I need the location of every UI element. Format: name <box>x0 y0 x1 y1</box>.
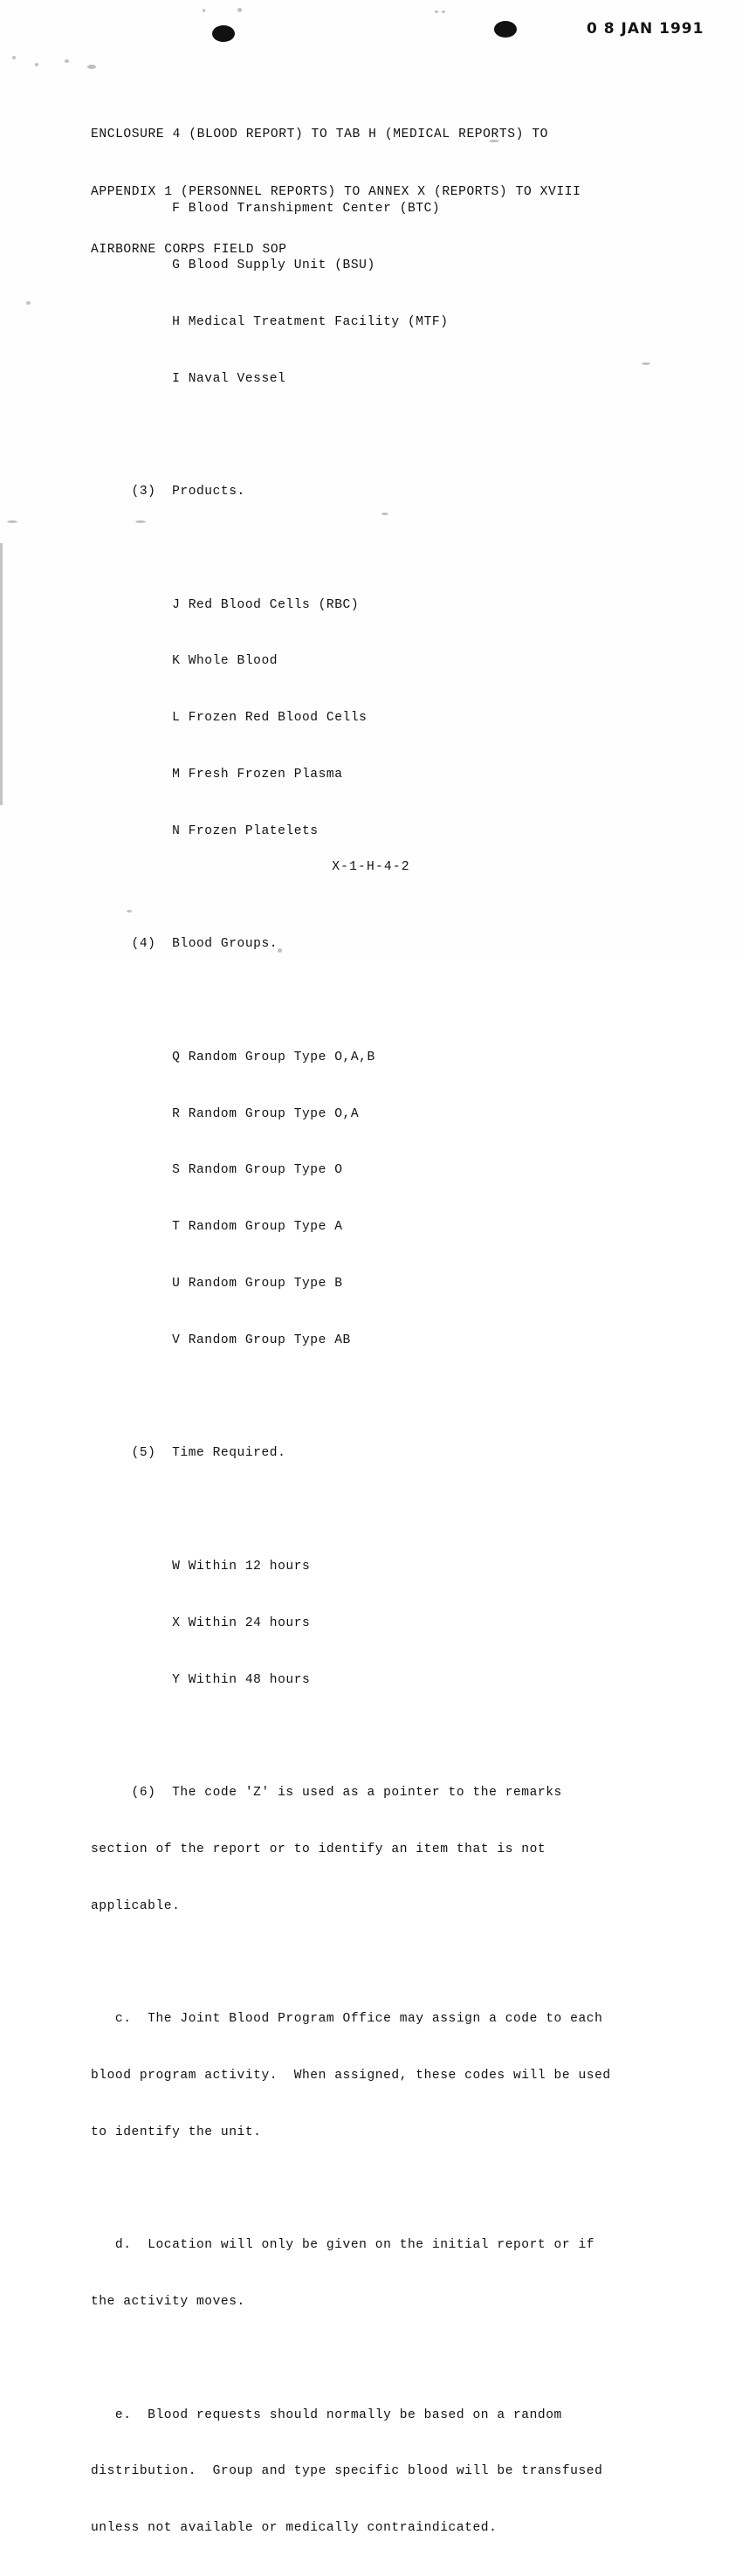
scan-speck <box>12 56 16 59</box>
scan-speck <box>35 63 38 66</box>
body-line: unless not available or medically contraindicated. <box>91 2521 498 2536</box>
body-spacer <box>91 426 702 445</box>
body-line: S Random Group Type O <box>91 1163 343 1178</box>
body-spacer <box>91 2180 702 2200</box>
heading-line: ENCLOSURE 4 (BLOOD REPORT) TO TAB H (MEDICAL REPORTS) TO <box>91 127 549 141</box>
heading-line: APPENDIX 1 (PERSONNEL REPORTS) TO ANNEX X (REPORTS) TO XVIII <box>91 185 581 199</box>
body-spacer <box>91 1501 702 1520</box>
body-line: U Random Group Type B <box>91 1277 343 1291</box>
body-line: J Red Blood Cells (RBC) <box>91 597 360 612</box>
body-line: K Whole Blood <box>91 654 278 669</box>
scan-speck <box>203 9 205 12</box>
body-line: applicable. <box>91 1898 181 1913</box>
body-line: (5) Time Required. <box>91 1446 286 1461</box>
body-line: (3) Products. <box>91 485 245 499</box>
body-line: Y Within 48 hours <box>91 1672 311 1687</box>
scan-speck <box>435 10 438 13</box>
body-line: N Frozen Platelets <box>91 823 319 838</box>
body-line: M Fresh Frozen Plasma <box>91 768 343 782</box>
body-line: R Random Group Type O,A <box>91 1106 360 1121</box>
body-line: T Random Group Type A <box>91 1220 343 1235</box>
body-line: c. The Joint Blood Program Office may assign a code to each <box>91 2012 603 2027</box>
body-line: L Frozen Red Blood Cells <box>91 711 368 726</box>
hole-punch-mark-right <box>494 21 517 38</box>
body-line: to identify the unit. <box>91 2125 262 2139</box>
body-line: blood program activity. When assigned, these codes will be used <box>91 2068 611 2083</box>
body-spacer <box>91 2350 702 2369</box>
scan-speck <box>87 65 96 69</box>
body-spacer <box>91 992 702 1011</box>
body-line: distribution. Group and type specific blood will be transfused <box>91 2464 603 2479</box>
body-spacer <box>91 1727 702 1746</box>
body-spacer <box>91 1388 702 1408</box>
heading-line: AIRBORNE CORPS FIELD SOP <box>91 243 287 257</box>
body-line: section of the report or to identify an item that is not <box>91 1842 546 1856</box>
body-line: V Random Group Type AB <box>91 1333 351 1347</box>
scan-edge-line <box>0 543 3 805</box>
body-spacer <box>91 879 702 899</box>
page-footer: X-1-H-4-2 <box>332 860 410 874</box>
scan-speck <box>7 520 17 523</box>
body-line: G Blood Supply Unit (BSU) <box>91 258 375 272</box>
body-line: W Within 12 hours <box>91 1559 311 1574</box>
date-stamp: 0 8 JAN 1991 <box>587 20 704 38</box>
body-spacer <box>91 540 702 559</box>
body-line: H Medical Treatment Facility (MTF) <box>91 314 449 329</box>
scan-speck <box>442 10 445 13</box>
body-line: I Naval Vessel <box>91 371 286 386</box>
body-line: Q Random Group Type O,A,B <box>91 1050 375 1064</box>
body-line: F Blood Transhipment Center (BTC) <box>91 202 441 217</box>
document-body <box>91 162 702 2576</box>
scan-speck <box>237 8 242 12</box>
body-line: (4) Blood Groups. <box>91 937 278 952</box>
scan-speck <box>26 301 31 305</box>
body-spacer <box>91 1953 702 1973</box>
hole-punch-mark-left <box>212 25 235 42</box>
body-line: X Within 24 hours <box>91 1615 311 1630</box>
body-line: (6) The code 'Z' is used as a pointer to the remarks <box>91 1786 562 1801</box>
scan-speck <box>65 59 69 63</box>
body-line: e. Blood requests should normally be based on a random <box>91 2407 562 2422</box>
body-line: d. Location will only be given on the initial report or if <box>91 2238 595 2253</box>
body-line: the activity moves. <box>91 2295 245 2310</box>
